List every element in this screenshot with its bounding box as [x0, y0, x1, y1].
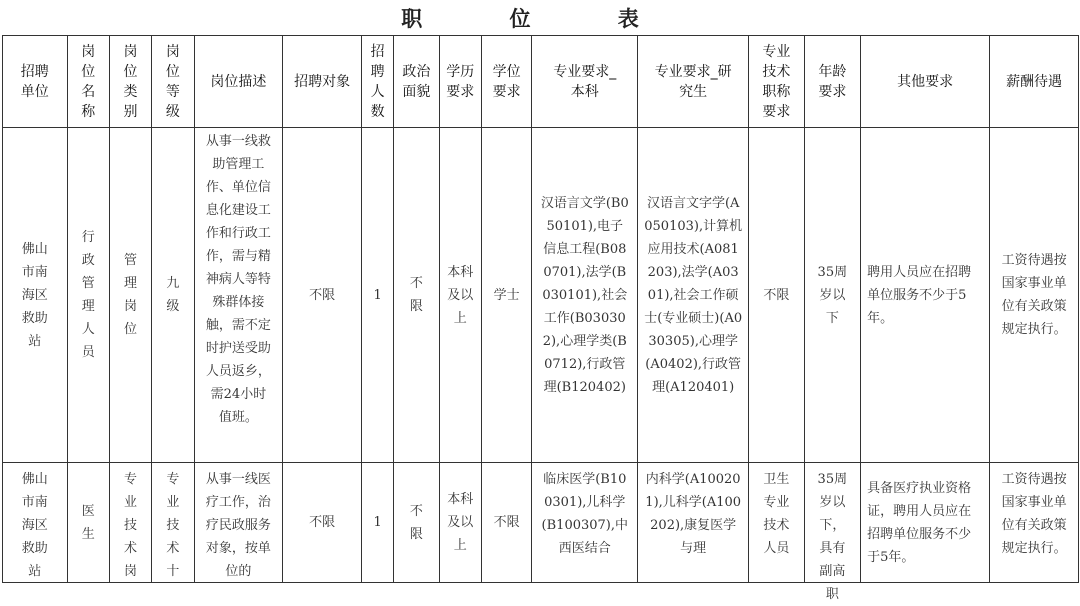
- description-cell: 从事一线救助管理工作、单位信息化建设工作和行政工作，需与精神病人等特殊群体接触，需不定时护送受助人员返乡，需24小时值班。: [194, 128, 283, 463]
- level-cell: 九级: [152, 128, 194, 463]
- position-cell: 医生: [81, 503, 95, 542]
- header-cell: 招聘对象: [283, 36, 362, 128]
- page-title: 职 位 表: [401, 6, 679, 31]
- header-cell: 专业技术职称要求: [749, 36, 804, 128]
- major-graduate-cell: 汉语言文字学(A050103),计算机应用技术(A081203),法学(A0301),社会工作硕士(专业硕士)(A030305),心理学(A0402),行政管理(A120401): [638, 128, 749, 463]
- table-row: [3, 128, 1079, 463]
- header-cell: 岗位描述: [194, 36, 283, 128]
- position-cell: 行政管理人员: [67, 128, 109, 463]
- other-requirement-cell: 具备医疗执业资格证，聘用人员应在招聘单位服务不少于5年。: [867, 480, 972, 565]
- header-row: [3, 36, 1079, 128]
- description-cell: 从事一线医疗工作，治疗民政服务对象，按单位的: [205, 471, 271, 579]
- header-cell: 专业要求_本科: [532, 36, 638, 128]
- header-cell: 薪酬待遇: [990, 36, 1079, 128]
- position-table: [2, 35, 1079, 602]
- degree-cell: 学士: [481, 128, 531, 463]
- education-cell: 本科及以上: [439, 128, 481, 463]
- major-graduate-cell: 内科学(A100201),儿科学(A100202),康复医学与理: [645, 471, 742, 556]
- education-cell: 本科及以上: [447, 492, 474, 553]
- header-cell: 岗位名称: [67, 36, 109, 128]
- target-cell: 不限: [309, 515, 336, 530]
- category-cell: 专业技术岗: [124, 471, 138, 579]
- other-requirement-cell: 聘用人员应在招聘单位服务不少于5年。: [861, 128, 990, 463]
- unit-cell: 佛山市南海区救助站: [21, 471, 48, 579]
- age-cell: 35周岁以下，具有副高职: [817, 471, 848, 602]
- header-cell: 年龄要求: [804, 36, 860, 128]
- header-cell: 学位要求: [481, 36, 531, 128]
- political-cell: 不限: [409, 503, 423, 542]
- degree-cell: 不限: [493, 515, 520, 530]
- header-cell: 专业要求_研究生: [638, 36, 749, 128]
- count-cell: 1: [361, 128, 393, 463]
- header-cell: 学历要求: [439, 36, 481, 128]
- major-bachelor-cell: 临床医学(B100301),儿科学(B100307),中西医结合: [541, 471, 629, 556]
- header-cell: 政治面貌: [394, 36, 439, 128]
- count-cell: 1: [373, 515, 382, 530]
- title-requirement-cell: 卫生专业技术人员: [763, 471, 790, 556]
- political-cell: 不限: [394, 128, 439, 463]
- major-bachelor-cell: 汉语言文学(B050101),电子信息工程(B080701),法学(B030101),社会工作(B030302),心理学类(B0712),行政管理(B120402): [532, 128, 638, 463]
- category-cell: 管理岗位: [109, 128, 151, 463]
- header-cell: 岗位类别: [109, 36, 151, 128]
- table-row: [3, 463, 1079, 583]
- salary-cell: 工资待遇按国家事业单位有关政策规定执行。: [990, 128, 1079, 463]
- level-cell: 专业技术十: [166, 471, 180, 579]
- title-requirement-cell: 不限: [749, 128, 804, 463]
- header-cell: 招聘单位: [3, 36, 68, 128]
- header-cell: 其他要求: [861, 36, 990, 128]
- header-cell: 岗位等级: [152, 36, 194, 128]
- header-cell: 招聘人数: [361, 36, 393, 128]
- salary-cell: 工资待遇按国家事业单位有关政策规定执行。: [1001, 471, 1067, 556]
- age-cell: 35周岁以下: [804, 128, 860, 463]
- unit-cell: 佛山市南海区救助站: [3, 128, 68, 463]
- target-cell: 不限: [283, 128, 362, 463]
